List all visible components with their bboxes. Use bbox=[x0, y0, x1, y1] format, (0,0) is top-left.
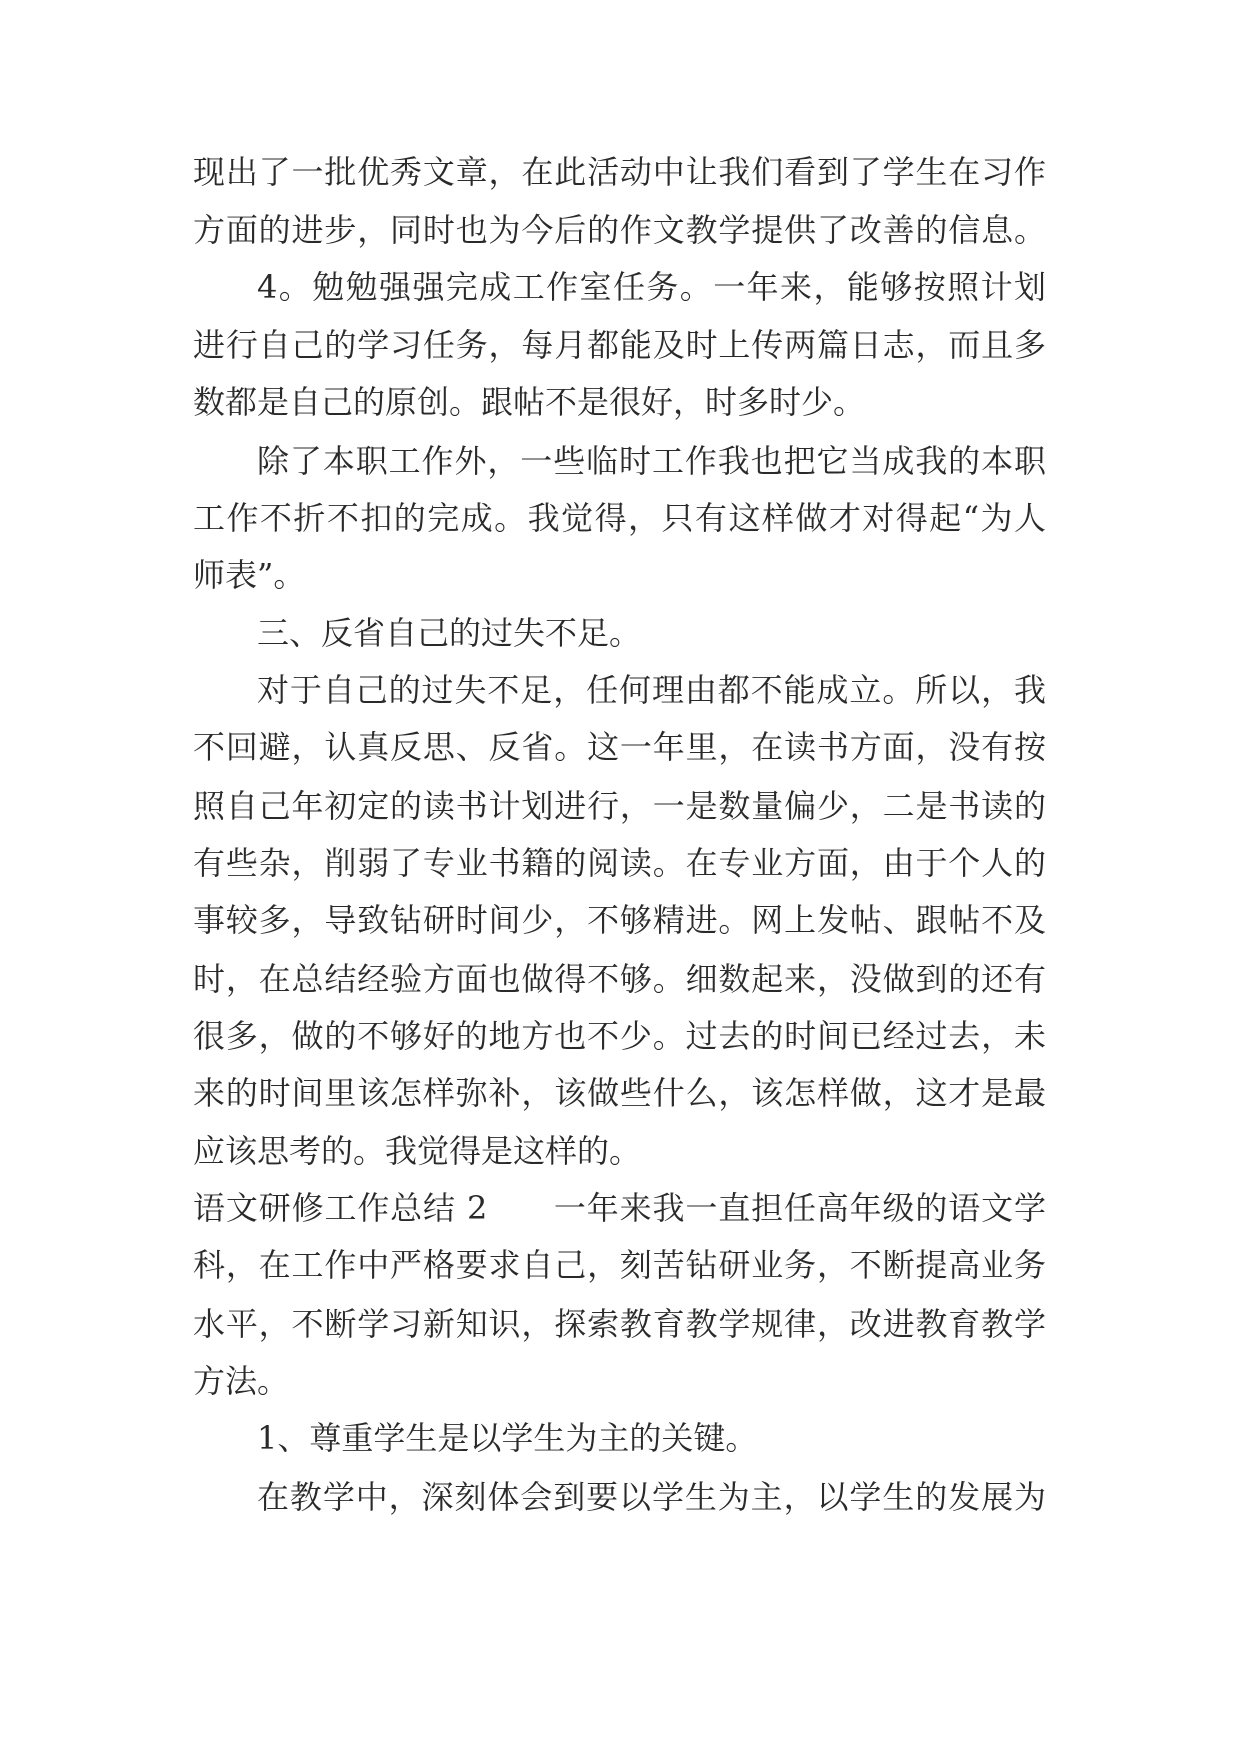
paragraph-first-line: 4。勉勉强强完成工作室任务。一年来，能够按照计划 bbox=[257, 268, 1046, 306]
section-title-line: 语文研修工作总结 2 一年来我一直担任高年级的语文学 bbox=[193, 1189, 1046, 1227]
section-heading: 1、尊重学生是以学生为主的关键。 bbox=[257, 1419, 758, 1457]
text-line: 现出了一批优秀文章，在此活动中让我们看到了学生在习作 bbox=[193, 153, 1046, 191]
text-line: 不回避，认真反思、反省。这一年里，在读书方面，没有按 bbox=[193, 728, 1046, 766]
paragraph-first-line: 在教学中，深刻体会到要以学生为主，以学生的发展为 bbox=[257, 1478, 1046, 1516]
text-line: 应该思考的。我觉得是这样的。 bbox=[193, 1132, 642, 1170]
text-line: 时，在总结经验方面也做得不够。细数起来，没做到的还有 bbox=[193, 960, 1046, 998]
text-line: 科，在工作中严格要求自己，刻苦钻研业务，不断提高业务 bbox=[193, 1246, 1046, 1284]
text-line: 来的时间里该怎样弥补，该做些什么，该怎样做，这才是最 bbox=[193, 1074, 1046, 1112]
paragraph-first-line: 除了本职工作外，一些临时工作我也把它当成我的本职 bbox=[257, 442, 1046, 480]
text-line: 方面的进步，同时也为今后的作文教学提供了改善的信息。 bbox=[193, 211, 1046, 249]
text-line: 水平，不断学习新知识，探索教育教学规律，改进教育教学 bbox=[193, 1305, 1046, 1343]
text-line: 很多，做的不够好的地方也不少。过去的时间已经过去，未 bbox=[193, 1017, 1046, 1055]
section-heading: 三、反省自己的过失不足。 bbox=[257, 614, 642, 652]
text-line: 照自己年初定的读书计划进行，一是数量偏少，二是书读的 bbox=[193, 787, 1046, 825]
text-line: 数都是自己的原创。跟帖不是很好，时多时少。 bbox=[193, 383, 866, 421]
text-line: 师表”。 bbox=[193, 556, 306, 594]
text-line: 有些杂，削弱了专业书籍的阅读。在专业方面，由于个人的 bbox=[193, 844, 1046, 882]
text-line: 方法。 bbox=[193, 1362, 290, 1400]
paragraph-first-line: 对于自己的过失不足，任何理由都不能成立。所以，我 bbox=[257, 671, 1046, 709]
text-line: 进行自己的学习任务，每月都能及时上传两篇日志，而且多 bbox=[193, 326, 1046, 364]
text-line: 工作不折不扣的完成。我觉得，只有这样做才对得起“为人 bbox=[193, 499, 1046, 537]
text-line: 事较多，导致钻研时间少，不够精进。网上发帖、跟帖不及 bbox=[193, 901, 1046, 939]
